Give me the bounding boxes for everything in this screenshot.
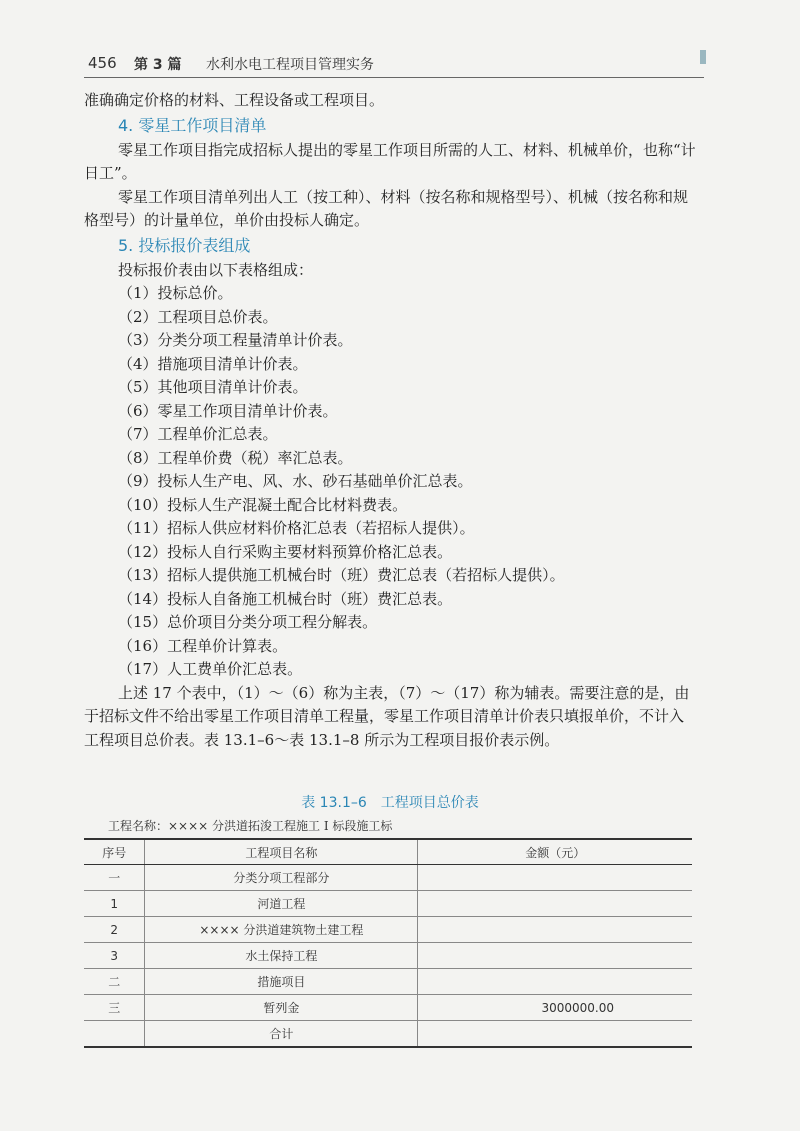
header-color-block (700, 50, 706, 64)
cell-amount: 3000000.00 (418, 995, 692, 1021)
cell-amount (418, 1021, 692, 1048)
header-cell-no: 序号 (84, 839, 145, 865)
table-header-row (84, 839, 692, 865)
cell-no (84, 1021, 145, 1048)
cell-no: 三 (84, 995, 145, 1021)
cell-amount (418, 865, 692, 891)
list-item: （2）工程项目总价表。 (118, 307, 278, 326)
table-row (84, 943, 692, 969)
cell-no: 一 (84, 865, 145, 891)
cell-no: 二 (84, 969, 145, 995)
section-title-4: 4. 零星工作项目清单 (118, 115, 267, 135)
cell-name: ×××× 分洪道建筑物土建工程 (145, 917, 418, 943)
list-item: （16）工程单价计算表。 (118, 636, 288, 655)
cell-name: 合计 (145, 1021, 418, 1048)
list-item: （5）其他项目清单计价表。 (118, 378, 308, 396)
paragraph: 零星工作项目清单列出人工（按工种）、材料（按名称和规格型号）、机械（按名称和规格型号）的计量单位，单价由投标人确定。 (84, 187, 689, 229)
cell-name: 措施项目 (145, 969, 418, 995)
section-title-5: 5. 投标报价表组成 (118, 235, 251, 255)
list-item: （3）分类分项工程量清单计价表。 (118, 331, 353, 349)
paragraph: 零星工作项目指完成招标人提出的零星工作项目所需的人工、材料、机械单价，也称“计日工”。 (84, 140, 696, 182)
list-item: （1）投标总价。 (118, 284, 233, 302)
paragraph: 投标报价表由以下表格组成： (118, 260, 314, 279)
list-item: （11）招标人供应材料价格汇总表（若招标人提供）。 (118, 519, 475, 537)
table-row (84, 891, 692, 917)
table-total-row (84, 1021, 692, 1048)
cell-name: 分类分项工程部分 (145, 865, 418, 891)
cell-name: 河道工程 (145, 891, 418, 917)
list-item: （17）人工费单价汇总表。 (118, 660, 303, 678)
list-item: （4）措施项目清单计价表。 (118, 354, 308, 373)
project-total-price-table (84, 838, 692, 1048)
cell-amount (418, 969, 692, 995)
list-item: （14）投标人自备施工机械台时（班）费汇总表。 (118, 589, 453, 608)
cell-no: 2 (84, 917, 145, 943)
cell-amount (418, 943, 692, 969)
list-item: （15）总价项目分类分项工程分解表。 (118, 613, 378, 631)
book-title: 水利水电工程项目管理实务 (206, 57, 374, 73)
paragraph-continued: 准确确定价格的材料、工程设备或工程项目。 (84, 91, 385, 109)
page-header (84, 50, 704, 80)
page-number: 456 (88, 54, 117, 72)
list-item: （10）投标人生产混凝土配合比材料费表。 (118, 495, 408, 514)
list-item: （12）投标人自行采购主要材料预算价格汇总表。 (118, 542, 453, 561)
cell-amount (418, 891, 692, 917)
cell-name: 水土保持工程 (145, 943, 418, 969)
table-caption: 表 13.1–6 工程项目总价表 (301, 795, 479, 811)
list-item: （6）零星工作项目清单计价表。 (118, 401, 338, 420)
table-row (84, 995, 692, 1021)
list-item: （13）招标人提供施工机械台时（班）费汇总表（若招标人提供）。 (118, 566, 565, 584)
table-row (84, 865, 692, 891)
table-list (84, 282, 696, 682)
part-label: 第 3 篇 (134, 57, 182, 73)
list-item: （7）工程单价汇总表。 (118, 425, 278, 443)
list-item: （8）工程单价费（税）率汇总表。 (118, 448, 353, 467)
header-cell-amount: 金额（元） (418, 839, 692, 865)
table-row (84, 917, 692, 943)
cell-name: 暂列金 (145, 995, 418, 1021)
paragraph: 上述 17 个表中，（1）～（6）称为主表，（7）～（17）称为辅表。需要注意的是，由于招标文件不给出零星工作项目清单工程量，零星工作项目清单计价表只填报单价，不计入工程项目总价表。表 13.1–6～表 13.1–8 所示为工程项目报价表示例。 (84, 683, 690, 749)
header-rule (84, 77, 704, 78)
header-cell-name: 工程项目名称 (145, 839, 418, 865)
project-name: 工程名称：×××× 分洪道拓浚工程施工 I 标段施工标 (108, 819, 393, 833)
cell-amount (418, 917, 692, 943)
table-row (84, 969, 692, 995)
cell-no: 1 (84, 891, 145, 917)
body-text (84, 89, 696, 752)
list-item: （9）投标人生产电、风、水、砂石基础单价汇总表。 (118, 472, 473, 490)
cell-no: 3 (84, 943, 145, 969)
